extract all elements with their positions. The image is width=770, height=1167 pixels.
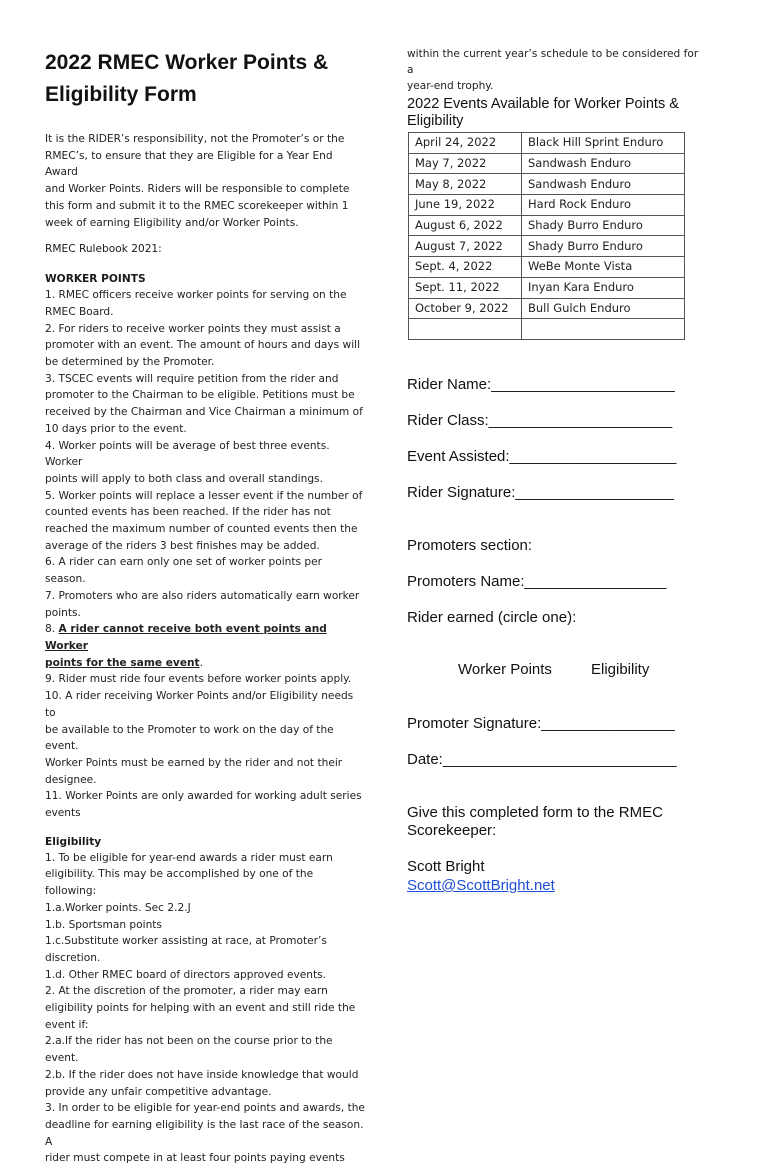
event-date: May 8, 2022 <box>409 174 522 195</box>
scorekeeper-name: Scott Bright <box>407 858 485 875</box>
eligibility-rule-line: eligibility points for helping with an event and still ride the <box>45 1002 356 1015</box>
eligibility-rules <box>45 850 365 1167</box>
eligibility-continuation <box>407 46 707 94</box>
event-row <box>409 174 685 195</box>
event-row <box>409 236 685 257</box>
worker-points-rule-line: be determined by the Promoter. <box>45 356 215 369</box>
submit-line-1: Give this completed form to the RMEC <box>407 804 663 821</box>
event-row <box>409 277 685 298</box>
eligibility-rule-line: eligibility. This may be accomplished by one of the following: <box>45 868 314 898</box>
intro-line: RMEC’s, to ensure that they are Eligible for a Year End Award <box>45 149 333 179</box>
event-date: October 9, 2022 <box>409 298 522 319</box>
worker-points-rule-line: reached the maximum number of counted events then the <box>45 523 358 536</box>
rider-earned-label: Rider earned (circle one): <box>407 609 577 626</box>
worker-points-rule-line: 10. A rider receiving Worker Points and/or Eligibility needs to <box>45 690 354 719</box>
worker-points-rule-line: 2. For riders to receive worker points they must assist a <box>45 322 341 335</box>
rider-class-field[interactable]: Rider Class:______________________ <box>407 412 673 429</box>
worker-points-rule-line: promoter with an event. The amount of hours and days will <box>45 339 361 352</box>
worker-points-rule-8 <box>45 621 365 654</box>
worker-points-rule-line: RMEC Board. <box>45 305 114 318</box>
scorekeeper-email-link[interactable]: Scott@ScottBright.net <box>407 877 555 894</box>
event-row <box>409 257 685 278</box>
event-row <box>409 133 685 154</box>
title-line-1: 2022 RMEC Worker Points & <box>45 51 329 74</box>
events-table <box>408 132 685 340</box>
option-eligibility[interactable]: Eligibility <box>591 661 650 678</box>
intro-line: week of earning Eligibility and/or Worker Points. <box>45 216 299 229</box>
title-line-2: Eligibility Form <box>45 83 197 106</box>
promoters-name-field[interactable]: Promoters Name:_________________ <box>407 573 667 590</box>
eligibility-rule-line: deadline for earning eligibility is the last race of the season. A <box>45 1118 364 1148</box>
event-row <box>409 195 685 216</box>
eligibility-rule-line: 2.b. If the rider does not have inside knowledge that would <box>45 1068 359 1081</box>
eligibility-rule-line: 1.a.Worker points. Sec 2.2.J <box>45 901 191 914</box>
event-date: May 7, 2022 <box>409 153 522 174</box>
worker-points-rule-line: events <box>45 807 81 820</box>
event-row <box>409 319 685 340</box>
worker-points-rule-line: 11. Worker Points are only awarded for working adult series <box>45 790 362 803</box>
worker-points-heading: WORKER POINTS <box>45 273 146 286</box>
promoters-section-heading: Promoters section: <box>407 537 533 554</box>
event-name: Sandwash Enduro <box>522 174 685 195</box>
worker-points-rule-line: 3. TSCEC events will require petition from the rider and <box>45 372 339 385</box>
option-worker-points[interactable]: Worker Points <box>458 661 552 678</box>
event-name: Sandwash Enduro <box>522 153 685 174</box>
worker-points-rules <box>45 287 365 621</box>
continuation-line-2: year-end trophy. <box>407 80 494 92</box>
event-row <box>409 298 685 319</box>
date-field[interactable]: Date:____________________________ <box>407 751 677 768</box>
worker-points-rule-line: counted events has been reached. If the rider has not <box>45 506 331 519</box>
eligibility-rule-line: event if: <box>45 1018 89 1031</box>
eligibility-rule-line: 1.b. Sportsman points <box>45 918 162 931</box>
eligibility-rule-line: 1.d. Other RMEC board of directors approved events. <box>45 968 327 981</box>
worker-points-rule-line: 9. Rider must ride four events before worker points apply. <box>45 673 352 686</box>
scorekeeper-contact <box>407 857 555 895</box>
worker-points-rule-line: 7. Promoters who are also riders automatically earn worker <box>45 589 360 602</box>
submit-instructions <box>407 804 707 840</box>
rulebook-label: RMEC Rulebook 2021: <box>45 243 162 256</box>
rule-8-emphasis-2: points for the same event <box>45 656 200 669</box>
page-title <box>45 47 365 111</box>
event-date: Sept. 11, 2022 <box>409 277 522 298</box>
event-name: Bull Gulch Enduro <box>522 298 685 319</box>
earned-options <box>407 661 707 681</box>
event-row <box>409 153 685 174</box>
worker-points-rule-line: average of the riders 3 best finishes may be added. <box>45 539 320 552</box>
worker-points-rule-line: received by the Chairman and Vice Chairman a minimum of <box>45 406 363 419</box>
intro-paragraph <box>45 131 365 231</box>
eligibility-rule-line: provide any unfair competitive advantage. <box>45 1085 272 1098</box>
rider-signature-field[interactable]: Rider Signature:___________________ <box>407 484 674 501</box>
intro-line: and Worker Points. Riders will be responsible to complete <box>45 183 350 196</box>
worker-points-rule-8-cont <box>45 655 365 672</box>
worker-points-rule-line: promoter to the Chairman to be eligible. Petitions must be <box>45 389 355 402</box>
worker-points-rule-line: 1. RMEC officers receive worker points for serving on the <box>45 289 347 302</box>
eligibility-rule-line: 1.c.Substitute worker assisting at race, at Promoter’s <box>45 935 327 948</box>
event-date <box>409 319 522 340</box>
event-name <box>522 319 685 340</box>
rider-name-field[interactable]: Rider Name:______________________ <box>407 376 675 393</box>
worker-points-rule-line: designee. <box>45 773 97 786</box>
left-column <box>45 47 365 1167</box>
event-assisted-field[interactable]: Event Assisted:____________________ <box>407 448 677 465</box>
submit-line-2: Scorekeeper: <box>407 822 497 839</box>
rule-8-prefix: 8. <box>45 623 59 636</box>
worker-points-rule-line: be available to the Promoter to work on the day of the event. <box>45 723 334 753</box>
event-date: August 6, 2022 <box>409 215 522 236</box>
event-name: Shady Burro Enduro <box>522 236 685 257</box>
continuation-line-1: within the current year’s schedule to be considered for a <box>407 48 699 76</box>
event-date: August 7, 2022 <box>409 236 522 257</box>
rule-8-suffix: . <box>199 656 203 669</box>
eligibility-rule-line: 3. In order to be eligible for year-end points and awards, the <box>45 1102 365 1115</box>
worker-points-rule-line: points will apply to both class and overall standings. <box>45 472 323 485</box>
event-date: April 24, 2022 <box>409 133 522 154</box>
rule-8-emphasis-1: A rider cannot receive both event points and Worker <box>45 623 327 652</box>
eligibility-rule-line: discretion. <box>45 951 101 964</box>
intro-line: It is the RIDER’s responsibility, not the Promoter’s or the <box>45 133 345 145</box>
worker-points-rule-line: 4. Worker points will be average of best three events. Worker <box>45 439 330 469</box>
events-heading: 2022 Events Available for Worker Points & Eligibility <box>407 96 679 129</box>
eligibility-rule-line: 2.a.If the rider has not been on the course prior to the event. <box>45 1035 333 1065</box>
promoter-signature-field[interactable]: Promoter Signature:________________ <box>407 715 675 732</box>
event-name: Black Hill Sprint Enduro <box>522 133 685 154</box>
worker-points-rule-line: points. <box>45 606 81 619</box>
event-date: June 19, 2022 <box>409 195 522 216</box>
eligibility-rule-line: 2. At the discretion of the promoter, a rider may earn <box>45 985 328 998</box>
eligibility-rule-line: 1. To be eligible for year-end awards a rider must earn <box>45 851 333 864</box>
worker-points-rule-line: 10 days prior to the event. <box>45 422 187 435</box>
event-name: Shady Burro Enduro <box>522 215 685 236</box>
event-name: WeBe Monte Vista <box>522 257 685 278</box>
worker-points-rules-after <box>45 671 365 821</box>
event-name: Hard Rock Enduro <box>522 195 685 216</box>
eligibility-heading: Eligibility <box>45 835 102 848</box>
event-row <box>409 215 685 236</box>
event-date: Sept. 4, 2022 <box>409 257 522 278</box>
worker-points-rule-line: 5. Worker points will replace a lesser event if the number of <box>45 489 363 502</box>
intro-line: this form and submit it to the RMEC scorekeeper within 1 <box>45 199 349 212</box>
worker-points-rule-line: 6. A rider can earn only one set of worker points per season. <box>45 556 323 586</box>
worker-points-rule-line: Worker Points must be earned by the rider and not their <box>45 756 343 769</box>
event-name: Inyan Kara Enduro <box>522 277 685 298</box>
eligibility-rule-line: rider must compete in at least four points paying events <box>45 1152 345 1165</box>
